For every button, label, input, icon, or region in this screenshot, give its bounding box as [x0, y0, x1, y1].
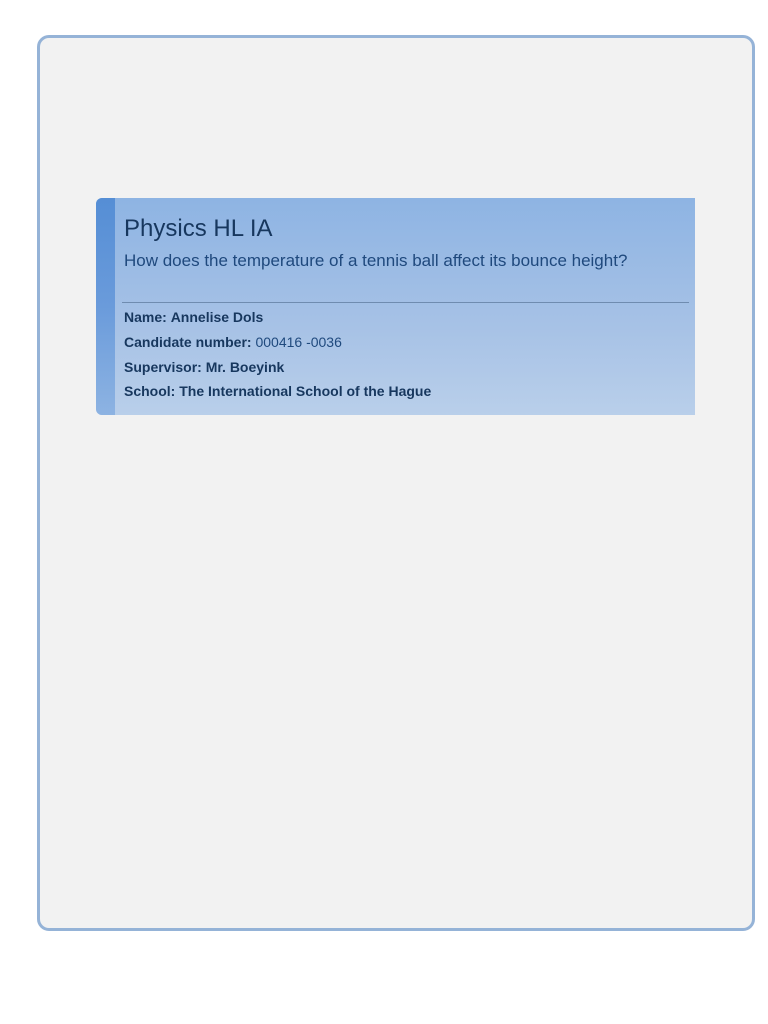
school-label: School: — [124, 383, 176, 399]
supervisor-label: Supervisor: — [124, 359, 202, 375]
document-title: Physics HL IA — [124, 215, 273, 242]
candidate-number-label: Candidate number: — [124, 334, 252, 350]
page-frame — [37, 35, 755, 931]
name-value: Annelise Dols — [170, 309, 264, 325]
supervisor-line — [124, 358, 284, 376]
school-value: The International School of the Hague — [179, 383, 432, 399]
title-divider — [122, 302, 689, 303]
title-block — [96, 198, 695, 415]
supervisor-value: Mr. Boeyink — [205, 359, 285, 375]
school-line — [124, 382, 431, 400]
accent-bar — [96, 198, 115, 415]
document-subtitle: How does the temperature of a tennis ball affect its bounce height? — [124, 251, 628, 270]
name-label: Name: — [124, 309, 167, 325]
candidate-number-line — [124, 333, 342, 351]
candidate-number-value: 000416 -0036 — [255, 334, 342, 350]
name-line — [124, 308, 263, 326]
